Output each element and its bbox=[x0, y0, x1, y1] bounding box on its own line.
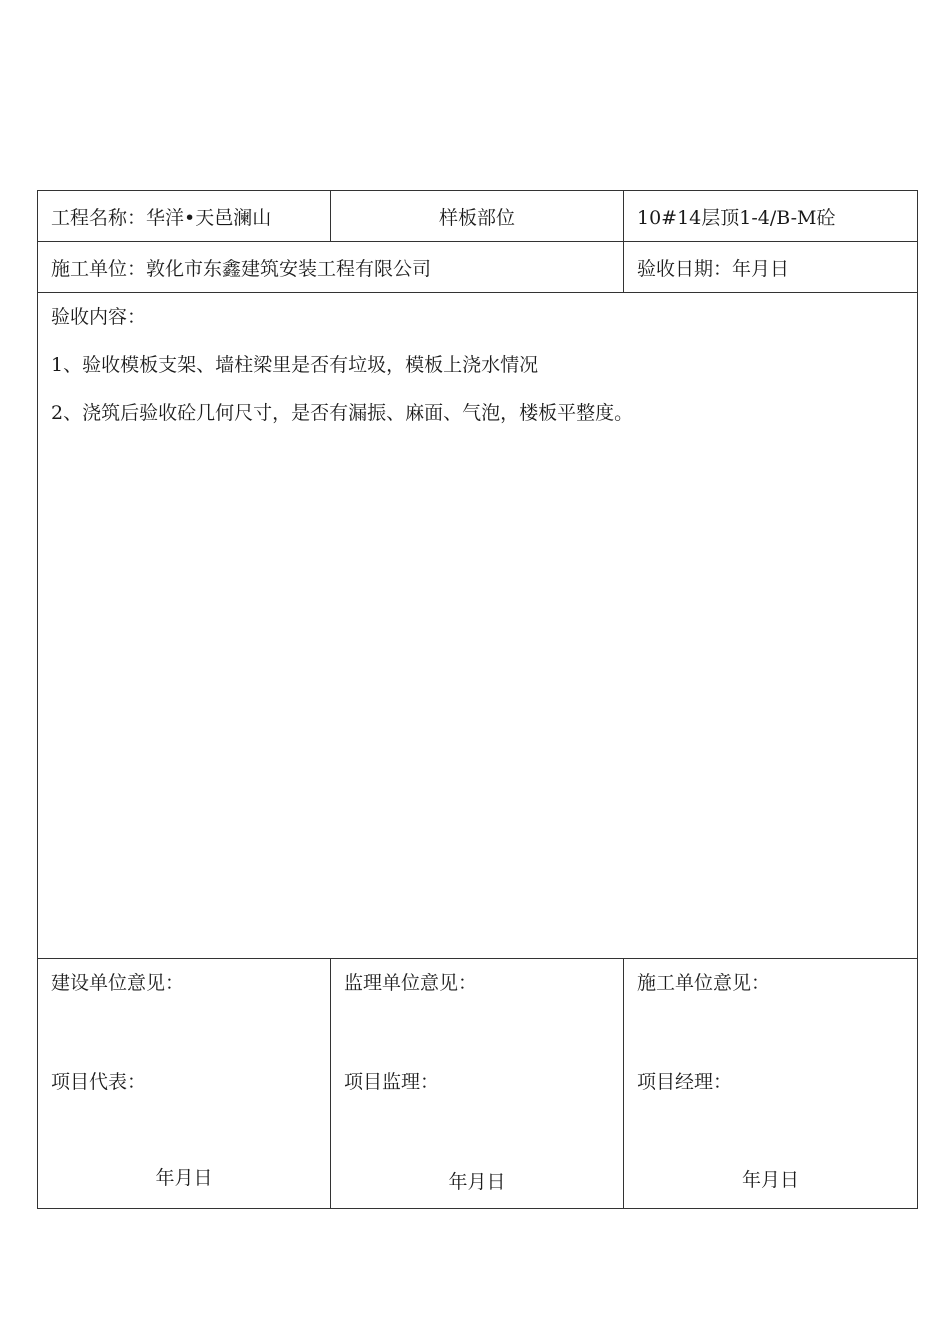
supervisor-opinion-cell bbox=[331, 959, 624, 1209]
supervisor-date: 年月日 bbox=[448, 1171, 506, 1193]
content-item-1: 1、验收模板支架、墙柱梁里是否有垃圾，模板上浇水情况 bbox=[51, 354, 539, 376]
acceptance-date: 验收日期：年月日 bbox=[624, 242, 918, 293]
content-item-2: 2、浇筑后验收砼几何尺寸，是否有漏振、麻面、气泡，楼板平整度。 bbox=[51, 402, 634, 424]
acceptance-content-cell bbox=[38, 293, 918, 959]
owner-opinion-title: 建设单位意见： bbox=[51, 972, 185, 994]
contractor-date: 年月日 bbox=[741, 1169, 799, 1191]
supervisor-representative: 项目监理： bbox=[344, 1071, 440, 1093]
header-row-1 bbox=[38, 191, 918, 242]
acceptance-form-table bbox=[37, 190, 918, 1209]
owner-representative: 项目代表： bbox=[51, 1071, 147, 1093]
opinion-row bbox=[38, 959, 918, 1209]
supervisor-opinion-title: 监理单位意见： bbox=[344, 972, 478, 994]
owner-date: 年月日 bbox=[155, 1167, 213, 1189]
contractor-manager: 项目经理： bbox=[637, 1071, 733, 1093]
construction-unit: 施工单位：敦化市东鑫建筑安装工程有限公司 bbox=[38, 242, 624, 293]
contractor-opinion-title: 施工单位意见： bbox=[637, 972, 771, 994]
owner-opinion-cell bbox=[38, 959, 331, 1209]
contractor-opinion-cell bbox=[624, 959, 918, 1209]
header-row-2 bbox=[38, 242, 918, 293]
content-row bbox=[38, 293, 918, 959]
sample-location-value: 10#14层顶1-4/B-M砼 bbox=[624, 191, 918, 242]
project-name: 工程名称：华洋•天邑澜山 bbox=[38, 191, 331, 242]
content-title: 验收内容： bbox=[51, 306, 147, 328]
sample-location-label: 样板部位 bbox=[331, 191, 624, 242]
